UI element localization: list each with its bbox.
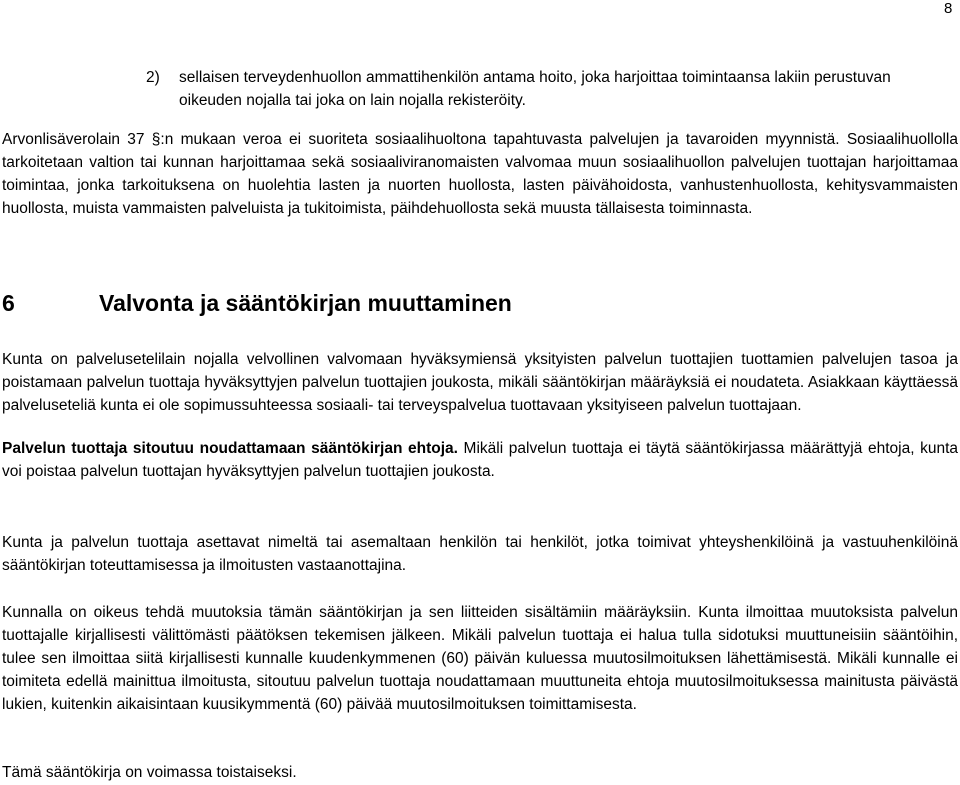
- paragraph-changes: Kunnalla on oikeus tehdä muutoksia tämän sääntökirjan ja sen liitteiden sisältämiin määräyksiin. Kunta ilmoittaa muutoksista palvelun tuottajalle kirjallisesti välittömästi päätöksen tekemisen jälkeen. Mikäli palvelun tuottaja ei halua tulla sidotuksi muuttuneisiin sääntöihin, tulee sen ilmoittaa siitä kirjallisesti kunnalle kuudenkymmenen (60) päivän kuluessa muutosilmoituksen lähettämisestä. Mikäli kunnalle ei toimiteta edellä mainittua ilmoitusta, sitoutuu palvelun tuottaja noudattamaan muuttuneita ehtoja muutosilmoituksessa mainitusta päivästä lukien, kuitenkin aikaisintaan kuusikymmentä (60) päivää muutosilmoituksen toimittamisesta.: [2, 604, 958, 713]
- list-item-2: [146, 66, 946, 112]
- paragraph-contact-persons: Kunta ja palvelun tuottaja asettavat nimeltä tai asemaltaan henkilön tai henkilöt, jotka toimivat yhteyshenkilöinä ja vastuuhenkilöinä sääntökirjan toteuttamisessa ja ilmoitusten vastaanottajina.: [2, 534, 958, 574]
- page-number: 8: [944, 0, 953, 17]
- paragraph-vat: Arvonlisäverolain 37 §:n mukaan veroa ei suoriteta sosiaalihuoltona tapahtuvasta palvelujen ja tavaroiden myynnistä. Sosiaalihuollolla tarkoitetaan valtion tai kunnan harjoittamaa sekä sosiaaliviranomaisten valvomaa muun sosiaalihuollon palvelujen tuottajan harjoittamaa toimintaa, jonka tarkoituksena on huolehtia lasten ja nuorten huollosta, lasten päivähoidosta, vanhustenhuollosta, kehitysvammaisten huollosta, muista vammaisten palveluista ja tukitoimista, päihdehuollosta sekä muusta tällaisesta toiminnasta.: [2, 131, 958, 217]
- paragraph-validity: Tämä sääntökirja on voimassa toistaiseksi.: [2, 764, 297, 781]
- commitment-bold-text: Palvelun tuottaja sitoutuu noudattamaan sääntökirjan ehtoja.: [2, 440, 458, 457]
- list-item-number: 2): [146, 69, 160, 86]
- paragraph-commitment: [2, 437, 958, 483]
- section-heading: [2, 288, 512, 318]
- list-item-text: sellaisen terveydenhuollon ammattihenkilön antama hoito, joka harjoittaa toimintaansa lakiin perustuvan oikeuden nojalla tai joka on lain nojalla rekisteröity.: [179, 69, 891, 109]
- commitment-text: Mikäli palvelun tuottaja ei täytä sääntökirjassa määrättyjä ehtoja, kunta voi poistaa palvelun tuottajan hyväksyttyjen palvelun tuottajien joukosta.: [2, 440, 959, 480]
- section-number: 6: [2, 290, 15, 316]
- paragraph-supervision: Kunta on palvelusetelilain nojalla velvollinen valvomaan hyväksymiensä yksityisten palvelun tuottajien tuottamien palvelujen tasoa ja poistamaan palvelun tuottaja hyväksyttyjen palvelun tuottajien joukosta, mikäli sääntökirjan määräyksiä ei noudateta. Asiakkaan käyttäessä palveluseteliä kunta ei ole sopimussuhteessa sosiaali- tai terveyspalvelua tuottavaan yksityiseen palvelun tuottajaan.: [2, 351, 958, 414]
- section-title: Valvonta ja sääntökirjan muuttaminen: [99, 290, 512, 316]
